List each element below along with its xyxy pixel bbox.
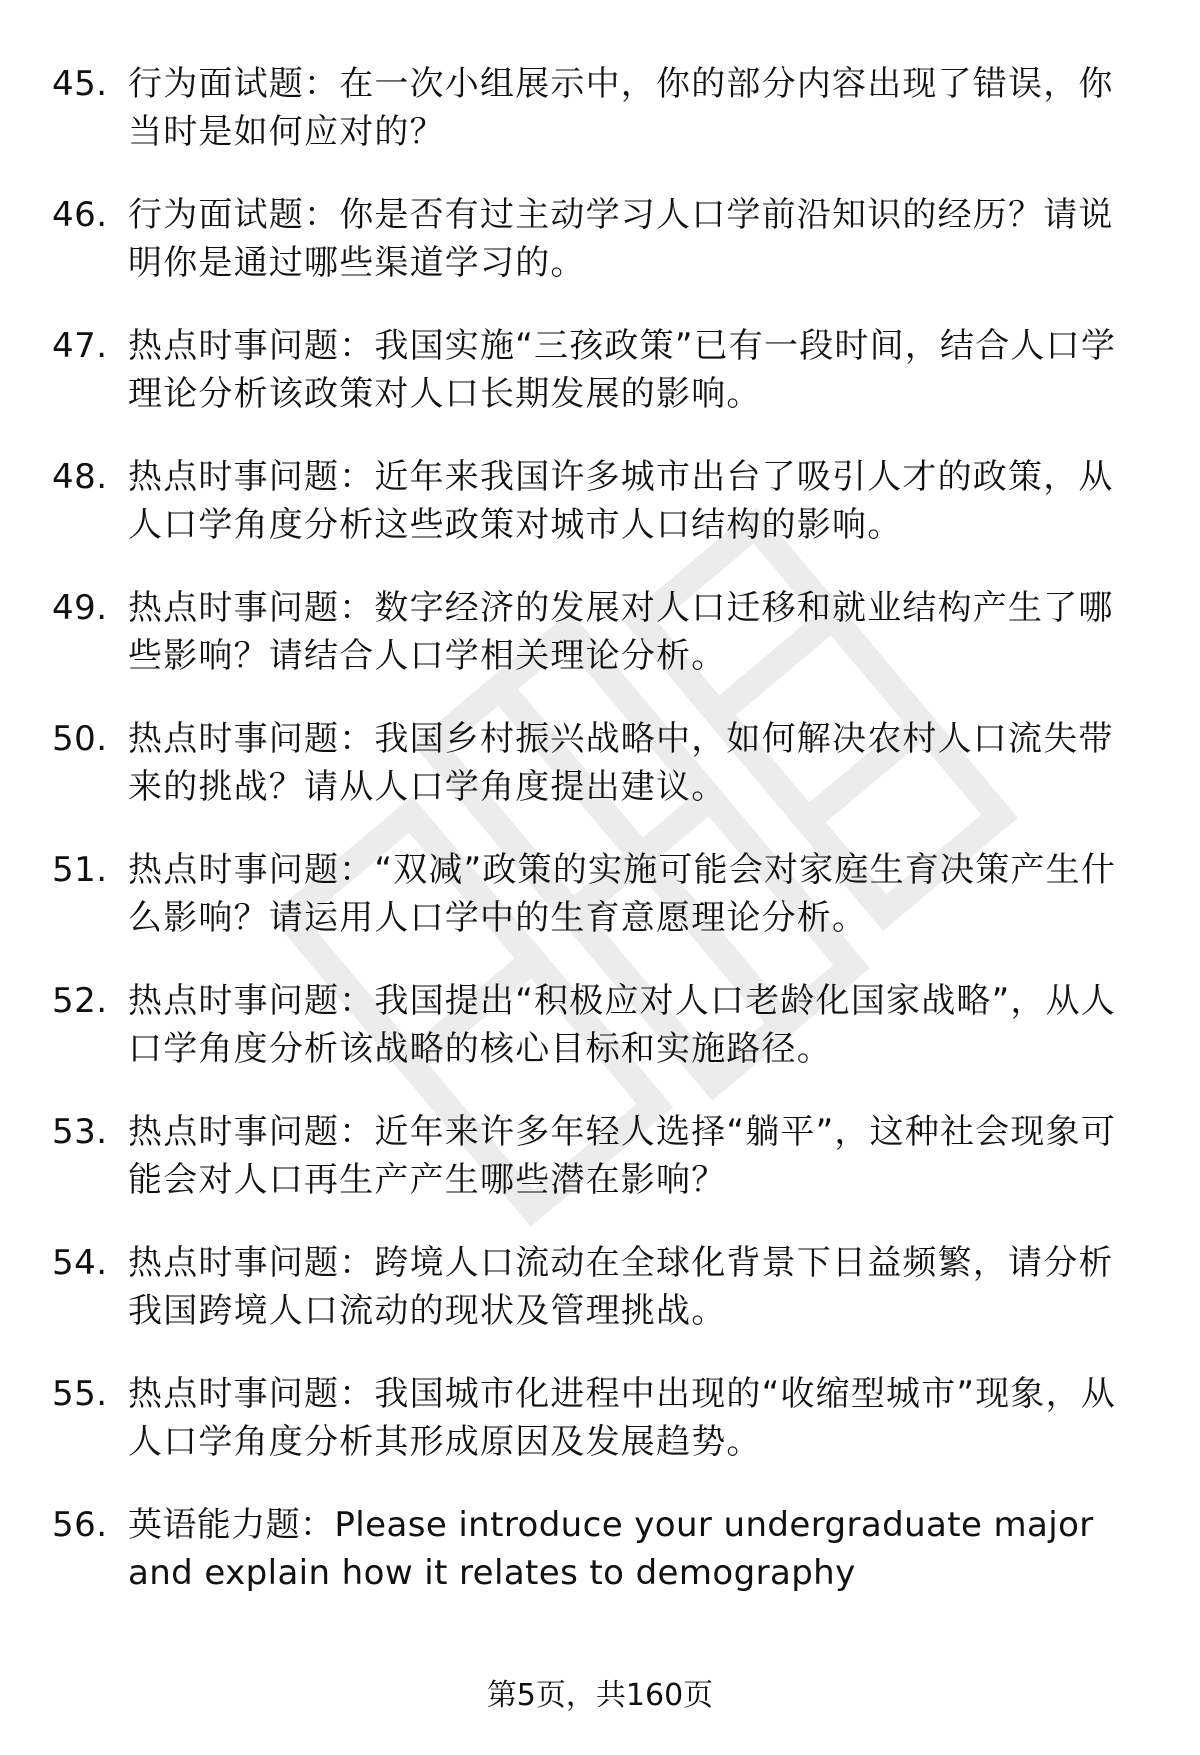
question-number: 47.: [52, 326, 108, 366]
question-item: [52, 1501, 1148, 1632]
question-text: 热点时事问题：数字经济的发展对人口迁移和就业结构产生了哪些影响？请结合人口学相关理论分析。: [128, 588, 1114, 676]
question-item: [52, 191, 1148, 322]
question-item: [52, 322, 1148, 453]
question-text: 行为面试题：在一次小组展示中，你的部分内容出现了错误，你当时是如何应对的？: [128, 64, 1114, 152]
question-text: 热点时事问题：我国乡村振兴战略中，如何解决农村人口流失带来的挑战？请从人口学角度提出建议。: [128, 719, 1114, 807]
question-item: [52, 1239, 1148, 1370]
question-item: [52, 977, 1148, 1108]
question-number: 50.: [52, 719, 108, 759]
question-number: 46.: [52, 195, 108, 235]
question-number: 45.: [52, 64, 108, 104]
question-text: 热点时事问题：跨境人口流动在全球化背景下日益频繁，请分析我国跨境人口流动的现状及管理挑战。: [128, 1243, 1114, 1331]
question-number: 56.: [52, 1505, 108, 1545]
question-text: 英语能力题：Please introduce your undergraduate major and explain how it relates to demography: [128, 1505, 1094, 1593]
question-text: 热点时事问题：我国提出“积极应对人口老龄化国家战略”，从人口学角度分析该战略的核心目标和实施路径。: [128, 981, 1117, 1069]
question-item: [52, 584, 1148, 715]
question-text: 热点时事问题：我国城市化进程中出现的“收缩型城市”现象，从人口学角度分析其形成原因及发展趋势。: [128, 1374, 1117, 1462]
question-number: 51.: [52, 850, 108, 890]
question-text: 热点时事问题：“双减”政策的实施可能会对家庭生育决策产生什么影响？请运用人口学中的生育意愿理论分析。: [128, 850, 1117, 938]
question-number: 54.: [52, 1243, 108, 1283]
question-text: 行为面试题：你是否有过主动学习人口学前沿知识的经历？请说明你是通过哪些渠道学习的。: [128, 195, 1114, 283]
question-item: [52, 846, 1148, 977]
question-list: [52, 60, 1148, 1632]
question-text: 热点时事问题：我国实施“三孩政策”已有一段时间，结合人口学理论分析该政策对人口长期发展的影响。: [128, 326, 1117, 414]
question-number: 52.: [52, 981, 108, 1021]
question-item: [52, 715, 1148, 846]
question-item: [52, 1108, 1148, 1239]
question-text: 热点时事问题：近年来许多年轻人选择“躺平”，这种社会现象可能会对人口再生产产生哪些潜在影响？: [128, 1112, 1117, 1200]
question-number: 53.: [52, 1112, 108, 1152]
question-item: [52, 1370, 1148, 1501]
question-item: [52, 60, 1148, 191]
question-number: 49.: [52, 588, 108, 628]
page-indicator: 第5页，共160页: [486, 1678, 714, 1713]
question-text: 热点时事问题：近年来我国许多城市出台了吸引人才的政策，从人口学角度分析这些政策对城市人口结构的影响。: [128, 457, 1114, 545]
question-item: [52, 453, 1148, 584]
question-number: 48.: [52, 457, 108, 497]
question-number: 55.: [52, 1374, 108, 1414]
